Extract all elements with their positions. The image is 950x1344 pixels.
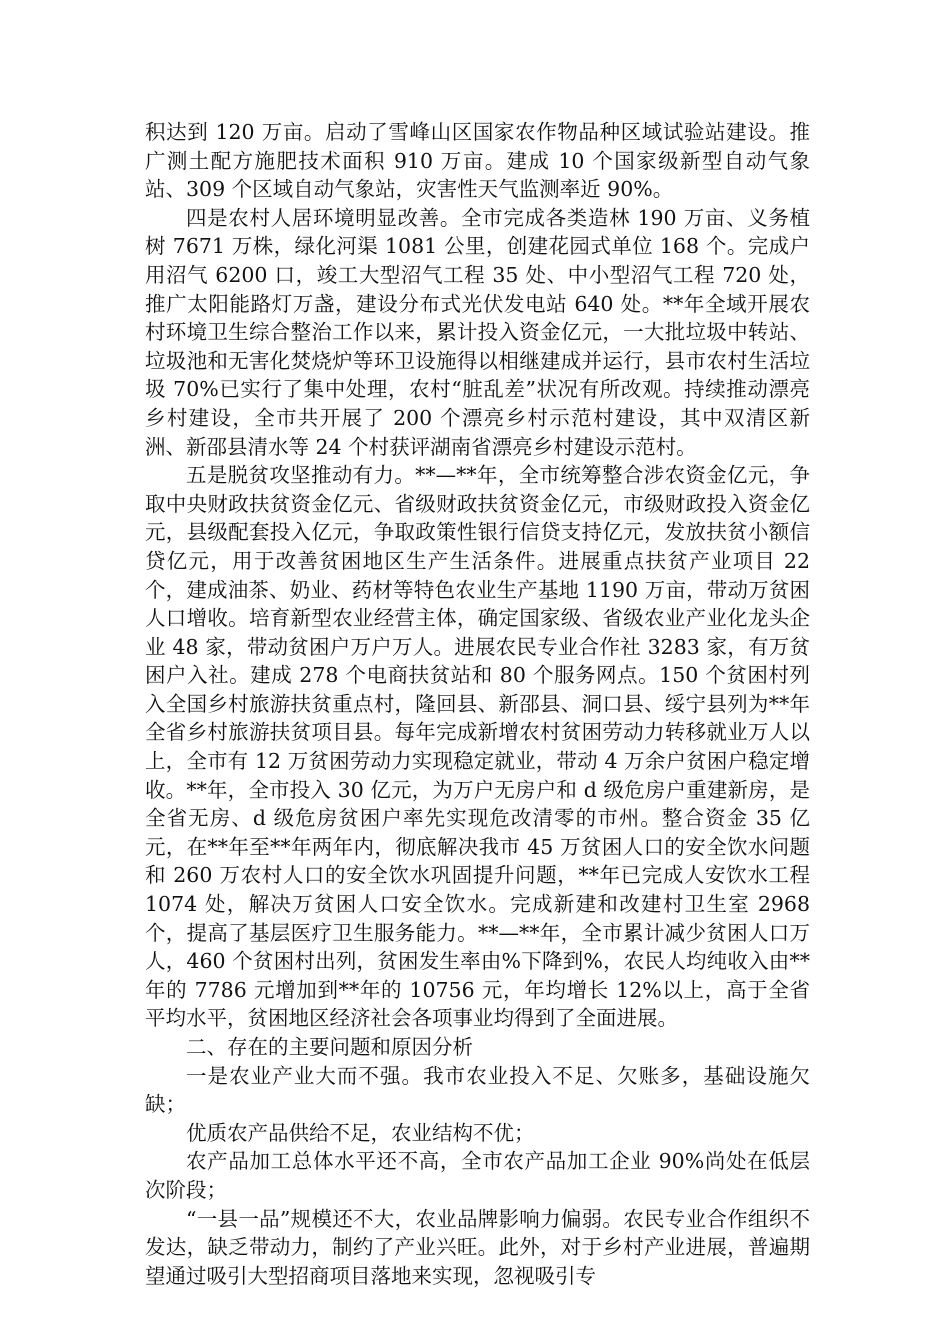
paragraph-5: 一是农业产业大而不强。我市农业投入不足、欠账多，基础设施欠缺； (145, 1063, 810, 1117)
paragraph-7: 农产品加工总体水平还不高，全市农产品加工企业 90%尚处在低层次阶段； (145, 1149, 810, 1202)
paragraph-8: “一县一品”规模还不大，农业品牌影响力偏弱。农民专业合作组织不发达，缺乏带动力，制约了产业兴旺。此外，对于乡村产业进展，普遍期望通过吸引大型招商项目落地来实现，忽视吸引专 (145, 1206, 810, 1288)
paragraph-6: 优质农产品供给不足，农业结构不优； (186, 1120, 535, 1145)
section-heading: 二、存在的主要问题和原因分析 (186, 1035, 473, 1059)
paragraph-1: 积达到 120 万亩。启动了雪峰山区国家农作物品种区域试验站建设。推广测土配方施肥技术面积 910 万亩。建成 10 个国家级新型自动气象站、309 个区域自动气象站，灾害性天气监测率近 90%。 (145, 120, 810, 202)
paragraph-2: 四是农村人居环境明显改善。全市完成各类造林 190 万亩、义务植树 7671 万株，绿化河渠 1081 公里，创建花园式单位 168 个。完成户用沼气 6200 口，竣工大型沼气工程 35 处、中小型沼气工程 720 处，推广太阳能路灯万盏，建设分布式光伏发电站 640 处。**年全域开展农村环境卫生综合整治工作以来，累计投入资金亿元，一大批垃圾中转站、垃圾池和无害化焚烧炉等环卫设施得以相继建成并运行，县市农村生活垃圾 70%已实行了集中处理，农村“脏乱差”状况有所改观。持续推动漂亮乡村建设，全市共开展了 200 个漂亮乡村示范村建设，其中双清区新洲、新邵县清水等 24 个村获评湖南省漂亮乡村建设示范村。 (145, 205, 810, 459)
paragraph-3: 五是脱贫攻坚推动有力。**—**年，全市统筹整合涉农资金亿元，争取中央财政扶贫资金亿元、省级财政扶贫资金亿元，市级财政投入资金亿元，县级配套投入亿元，争取政策性银行信贷支持亿元，发放扶贫小额信贷亿元，用于改善贫困地区生产生活条件。进展重点扶贫产业项目 22 个，建成油茶、奶业、药材等特色农业生产基地 1190 万亩，带动万贫困人口增收。培育新型农业经营主体，确定国家级、省级农业产业化龙头企业 48 家，带动贫困户万户万人。进展农民专业合作社 3283 家，有万贫困户入社。建成 278 个电商扶贫站和 80 个服务网点。150 个贫困村列入全国乡村旅游扶贫重点村，隆回县、新邵县、洞口县、绥宁县列为**年全省乡村旅游扶贫项目县。每年完成新增农村贫困劳动力转移就业万人以上，全市有 12 万贫困劳动力实现稳定就业，带动 4 万余户贫困户稳定增收。**年，全市投入 30 亿元，为万户无房户和 d 级危房户重建新房，是全省无房、d 级危房贫困户率先实现危改清零的市州。整合资金 35 亿元，在**年至**年两年内，彻底解决我市 45 万贫困人口的安全饮水问题和 260 万农村人口的安全饮水巩固提升问题，**年已完成人安饮水工程 1074 处，解决万贫困人口安全饮水。完成新建和改建村卫生室 2968 个，提高了基层医疗卫生服务能力。**—**年，全市累计减少贫困人口万人，460 个贫困村出列，贫困发生率由%下降到%，农民人均纯收入由**年的 7786 元增加到**年的 10756 元，年均增长 12%以上，高于全省平均水平，贫困地区经济社会各项事业均得到了全面进展。 (145, 463, 810, 1031)
document-page (145, 118, 810, 1290)
